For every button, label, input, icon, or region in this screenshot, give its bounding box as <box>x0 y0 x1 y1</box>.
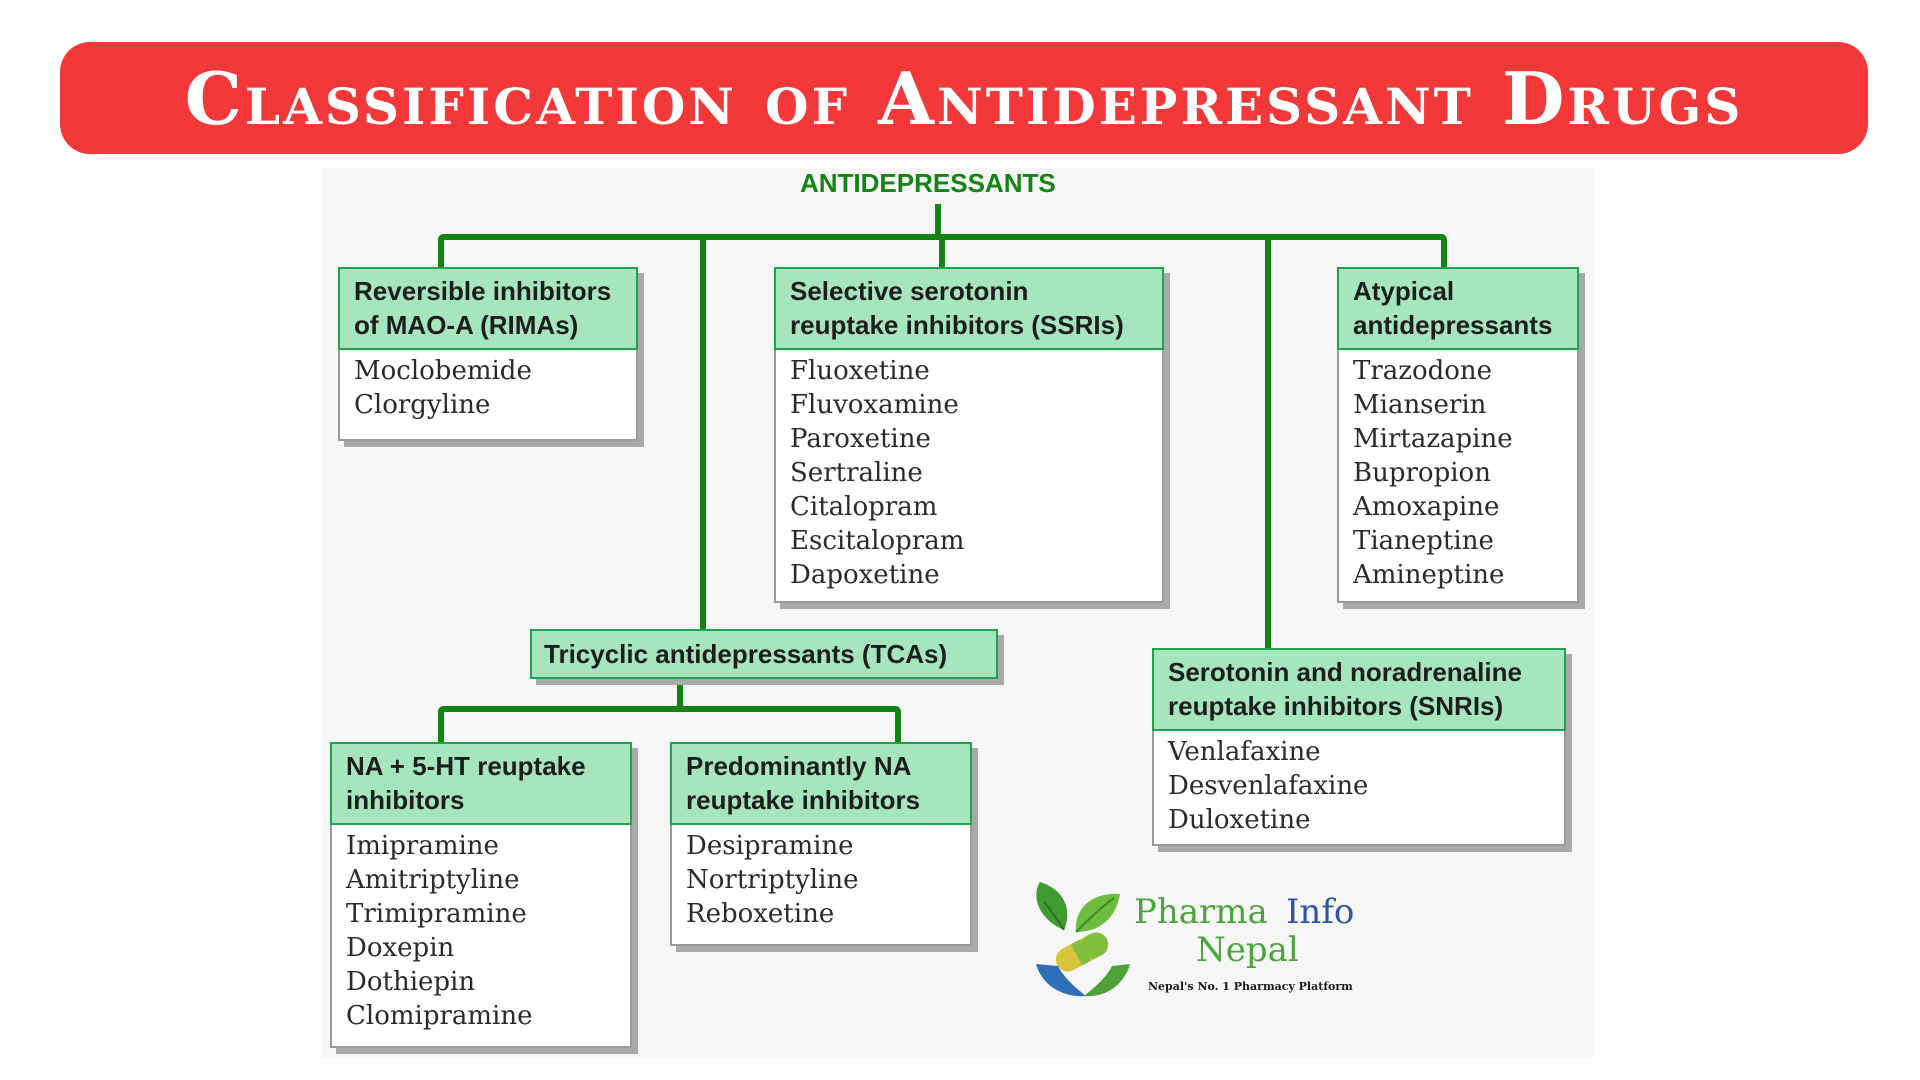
classification-diagram <box>322 168 1594 1058</box>
title-banner <box>60 42 1868 154</box>
drug-item: Fluvoxamine <box>790 390 959 420</box>
drug-item: Moclobemide <box>354 356 532 386</box>
logo-name-pharma: Pharma <box>1134 892 1268 932</box>
drug-item: Dapoxetine <box>790 560 940 590</box>
atypical-heading-line: Atypical <box>1353 276 1455 306</box>
ssris-box <box>774 267 1164 603</box>
drug-item: Clorgyline <box>354 390 491 420</box>
rimas-heading-line: Reversible inhibitors <box>354 276 612 306</box>
drug-item: Clomipramine <box>346 1001 533 1031</box>
atypical-drug-list <box>1339 350 1577 600</box>
rimas-drug-list <box>340 350 636 430</box>
drug-item: Desipramine <box>686 831 854 861</box>
ssris-drug-list <box>776 350 1162 600</box>
drug-item: Bupropion <box>1353 458 1491 488</box>
na-heading-line: Predominantly NA <box>686 751 912 781</box>
snris-drug-list <box>1154 731 1564 845</box>
drug-item: Escitalopram <box>790 526 965 556</box>
atypical-heading <box>1337 267 1579 350</box>
na-box <box>670 742 972 946</box>
drug-item: Amitriptyline <box>346 865 520 895</box>
drug-item: Reboxetine <box>686 899 835 929</box>
drug-item: Duloxetine <box>1168 805 1311 835</box>
drug-item: Dothiepin <box>346 967 476 997</box>
na-heading <box>670 742 972 825</box>
logo-name-info: Info <box>1286 892 1355 932</box>
ssris-heading <box>774 267 1164 350</box>
page-title: Classification of Antidepressant Drugs <box>184 55 1744 141</box>
drug-item: Citalopram <box>790 492 938 522</box>
drug-item: Venlafaxine <box>1168 737 1321 767</box>
na-5ht-box <box>330 742 632 1048</box>
tca-sub-branch-line <box>441 709 898 742</box>
drug-item: Imipramine <box>346 831 499 861</box>
na-5ht-heading-line: NA + 5-HT reuptake <box>346 751 586 781</box>
drug-item: Paroxetine <box>790 424 931 454</box>
logo-name-nepal: Nepal <box>1196 930 1299 970</box>
ssris-heading-line: reuptake inhibitors (SSRIs) <box>790 310 1124 340</box>
ssris-heading-line: Selective serotonin <box>790 276 1029 306</box>
drug-item: Amoxapine <box>1353 492 1500 522</box>
snris-heading-line: Serotonin and noradrenaline <box>1168 657 1522 687</box>
atypical-box <box>1337 267 1579 603</box>
rimas-heading <box>338 267 638 350</box>
drug-item: Nortriptyline <box>686 865 859 895</box>
rimas-box <box>338 267 638 441</box>
drug-item: Mirtazapine <box>1353 424 1513 454</box>
logo-tagline: Nepal's No. 1 Pharmacy Platform <box>1148 980 1353 993</box>
na-5ht-drug-list <box>332 825 630 1041</box>
drug-item: Sertraline <box>790 458 923 488</box>
snris-heading <box>1152 648 1566 731</box>
drug-item: Tianeptine <box>1353 526 1494 556</box>
rimas-heading-line: of MAO-A (RIMAs) <box>354 310 579 340</box>
drug-item: Fluoxetine <box>790 356 930 386</box>
pharma-info-nepal-logo <box>1030 878 1370 1018</box>
na-5ht-heading <box>330 742 632 825</box>
snris-heading-line: reuptake inhibitors (SNRIs) <box>1168 691 1504 721</box>
drug-item: Trimipramine <box>346 899 527 929</box>
drug-item: Desvenlafaxine <box>1168 771 1369 801</box>
leaf-hands-icon <box>1030 878 1140 1008</box>
drug-item: Amineptine <box>1353 560 1505 590</box>
snris-box <box>1152 648 1566 846</box>
na-5ht-heading-line: inhibitors <box>346 785 465 815</box>
tcas-label: Tricyclic antidepressants (TCAs) <box>530 629 998 679</box>
drug-item: Mianserin <box>1353 390 1487 420</box>
root-node-label: ANTIDEPRESSANTS <box>800 168 1056 198</box>
drug-item: Doxepin <box>346 933 455 963</box>
atypical-heading-line: antidepressants <box>1353 310 1553 340</box>
na-heading-line: reuptake inhibitors <box>686 785 921 815</box>
na-drug-list <box>672 825 970 939</box>
drug-item: Trazodone <box>1353 356 1493 386</box>
